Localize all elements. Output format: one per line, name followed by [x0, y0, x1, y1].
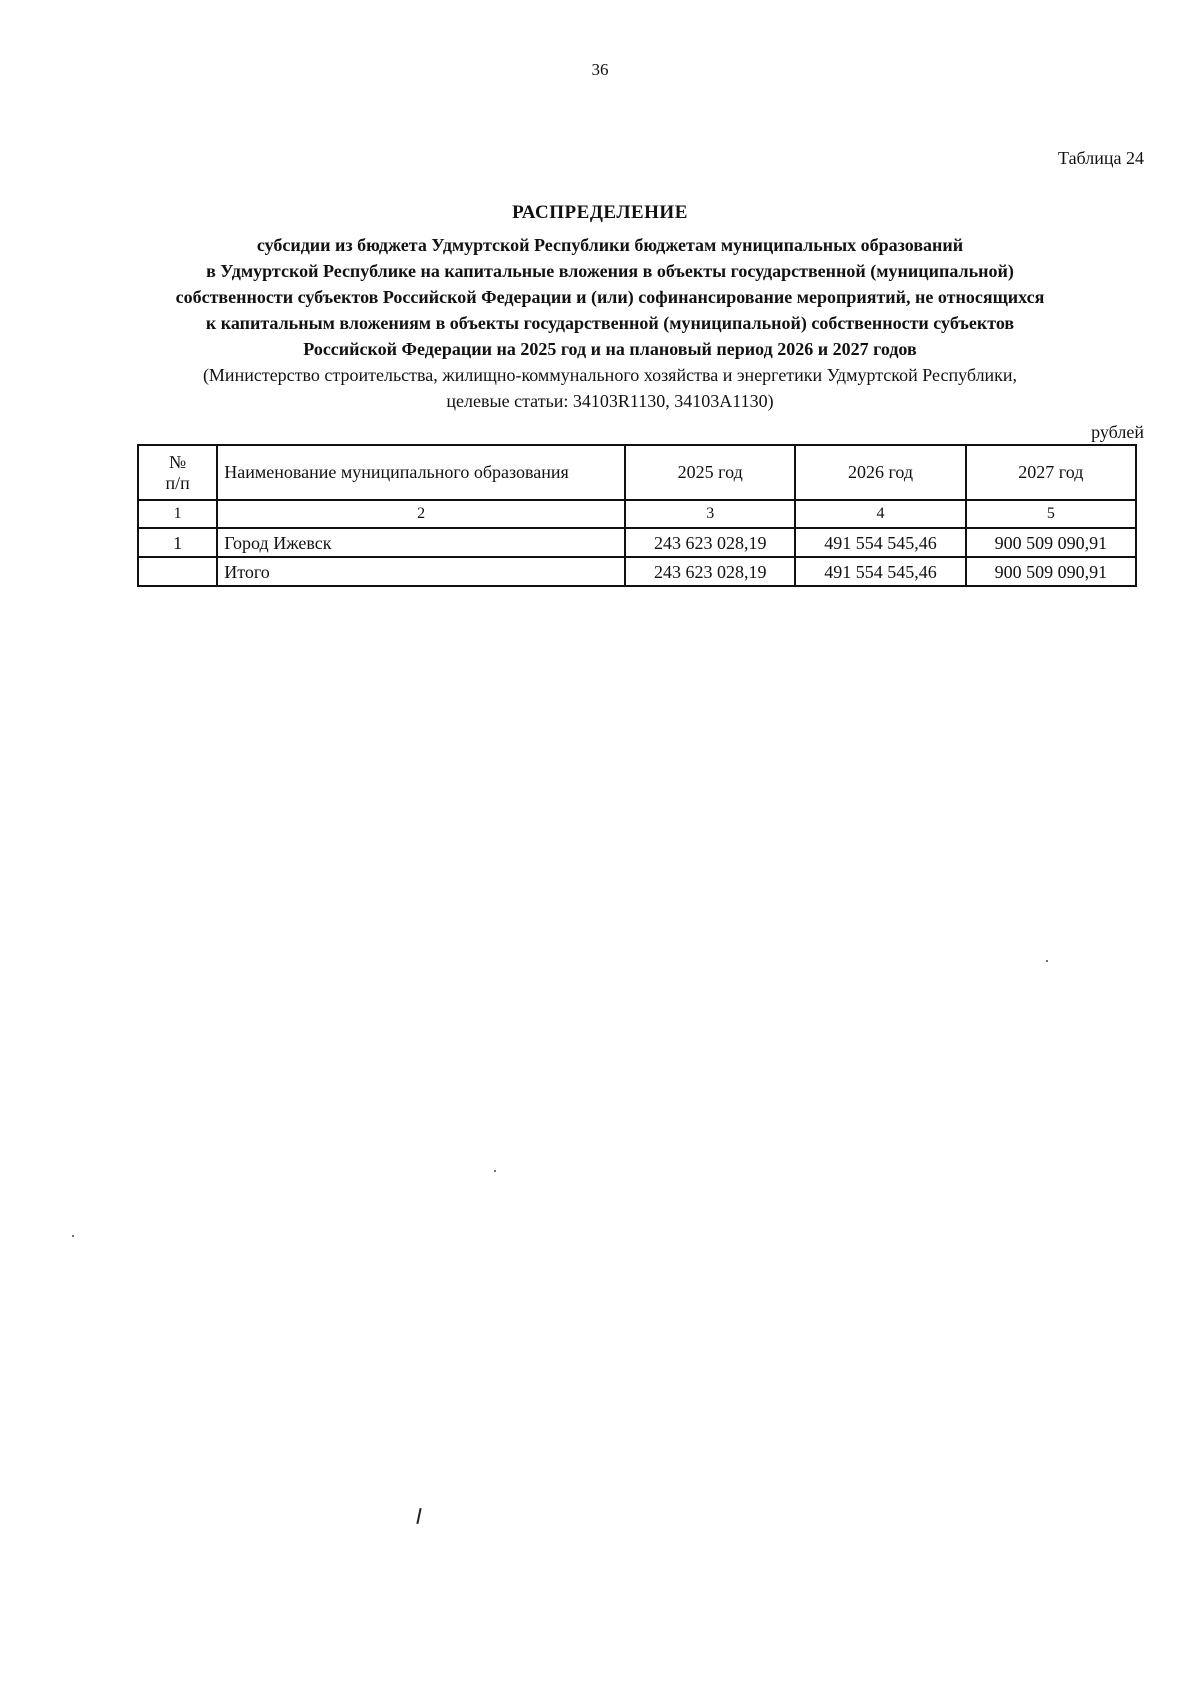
row-value-2026: 491 554 545,46 [795, 528, 965, 557]
note-line: целевые статьи: 34103R1130, 34103A1130) [446, 391, 774, 411]
scan-speck [1046, 960, 1048, 962]
subtitle-line: субсидии из бюджета Удмуртской Республики бюджетам муниципальных образований [256, 235, 964, 255]
header-2026: 2026 год [795, 445, 965, 500]
row-name: Город Ижевск [217, 528, 625, 557]
column-number-row [138, 500, 1136, 528]
header-2025: 2025 год [625, 445, 795, 500]
column-number: 4 [795, 500, 965, 528]
subtitle-line: собственности субъектов Российской Федерации и (или) софинансирование мероприятий, не относящихся [175, 287, 1045, 307]
header-number-line2: п/п [165, 472, 190, 493]
row-value-2027: 900 509 090,91 [966, 557, 1136, 586]
column-number: 2 [217, 500, 625, 528]
column-number: 1 [138, 500, 217, 528]
note-line: (Министерство строительства, жилищно-коммунального хозяйства и энергетики Удмуртской Республики, [202, 365, 1018, 385]
scan-pen-mark [416, 1508, 421, 1524]
table-caption: Таблица 24 [1058, 148, 1144, 168]
header-number-line1: № [169, 451, 187, 472]
subtitle-line: Российской Федерации на 2025 год и на плановый период 2026 и 2027 годов [303, 339, 917, 359]
row-value-2025: 243 623 028,19 [625, 528, 795, 557]
row-value-2026: 491 554 545,46 [795, 557, 965, 586]
subtitle-line: к капитальным вложениям в объекты государственной (муниципальной) собственности субъектов [205, 313, 1015, 333]
scan-speck [72, 1235, 74, 1237]
header-2027: 2027 год [966, 445, 1136, 500]
units-label: рублей [1091, 422, 1144, 442]
scan-speck [494, 1170, 496, 1172]
distribution-table [137, 444, 1137, 587]
subtitle-line: в Удмуртской Республике на капитальные вложения в объекты государственной (муниципальной) [206, 261, 1014, 281]
column-number: 5 [966, 500, 1136, 528]
table-header-row [138, 445, 1136, 500]
row-number [138, 557, 217, 586]
page-number: 36 [591, 60, 609, 79]
row-name: Итого [217, 557, 625, 586]
header-number [138, 445, 217, 500]
row-number: 1 [138, 528, 217, 557]
total-row [138, 557, 1136, 586]
ministry-note [120, 362, 1100, 414]
header-name: Наименование муниципального образования [217, 445, 625, 500]
document-heading: РАСПРЕДЕЛЕНИЕ [512, 202, 688, 223]
row-value-2027: 900 509 090,91 [966, 528, 1136, 557]
row-value-2025: 243 623 028,19 [625, 557, 795, 586]
column-number: 3 [625, 500, 795, 528]
document-subtitle [120, 232, 1100, 362]
table-row [138, 528, 1136, 557]
